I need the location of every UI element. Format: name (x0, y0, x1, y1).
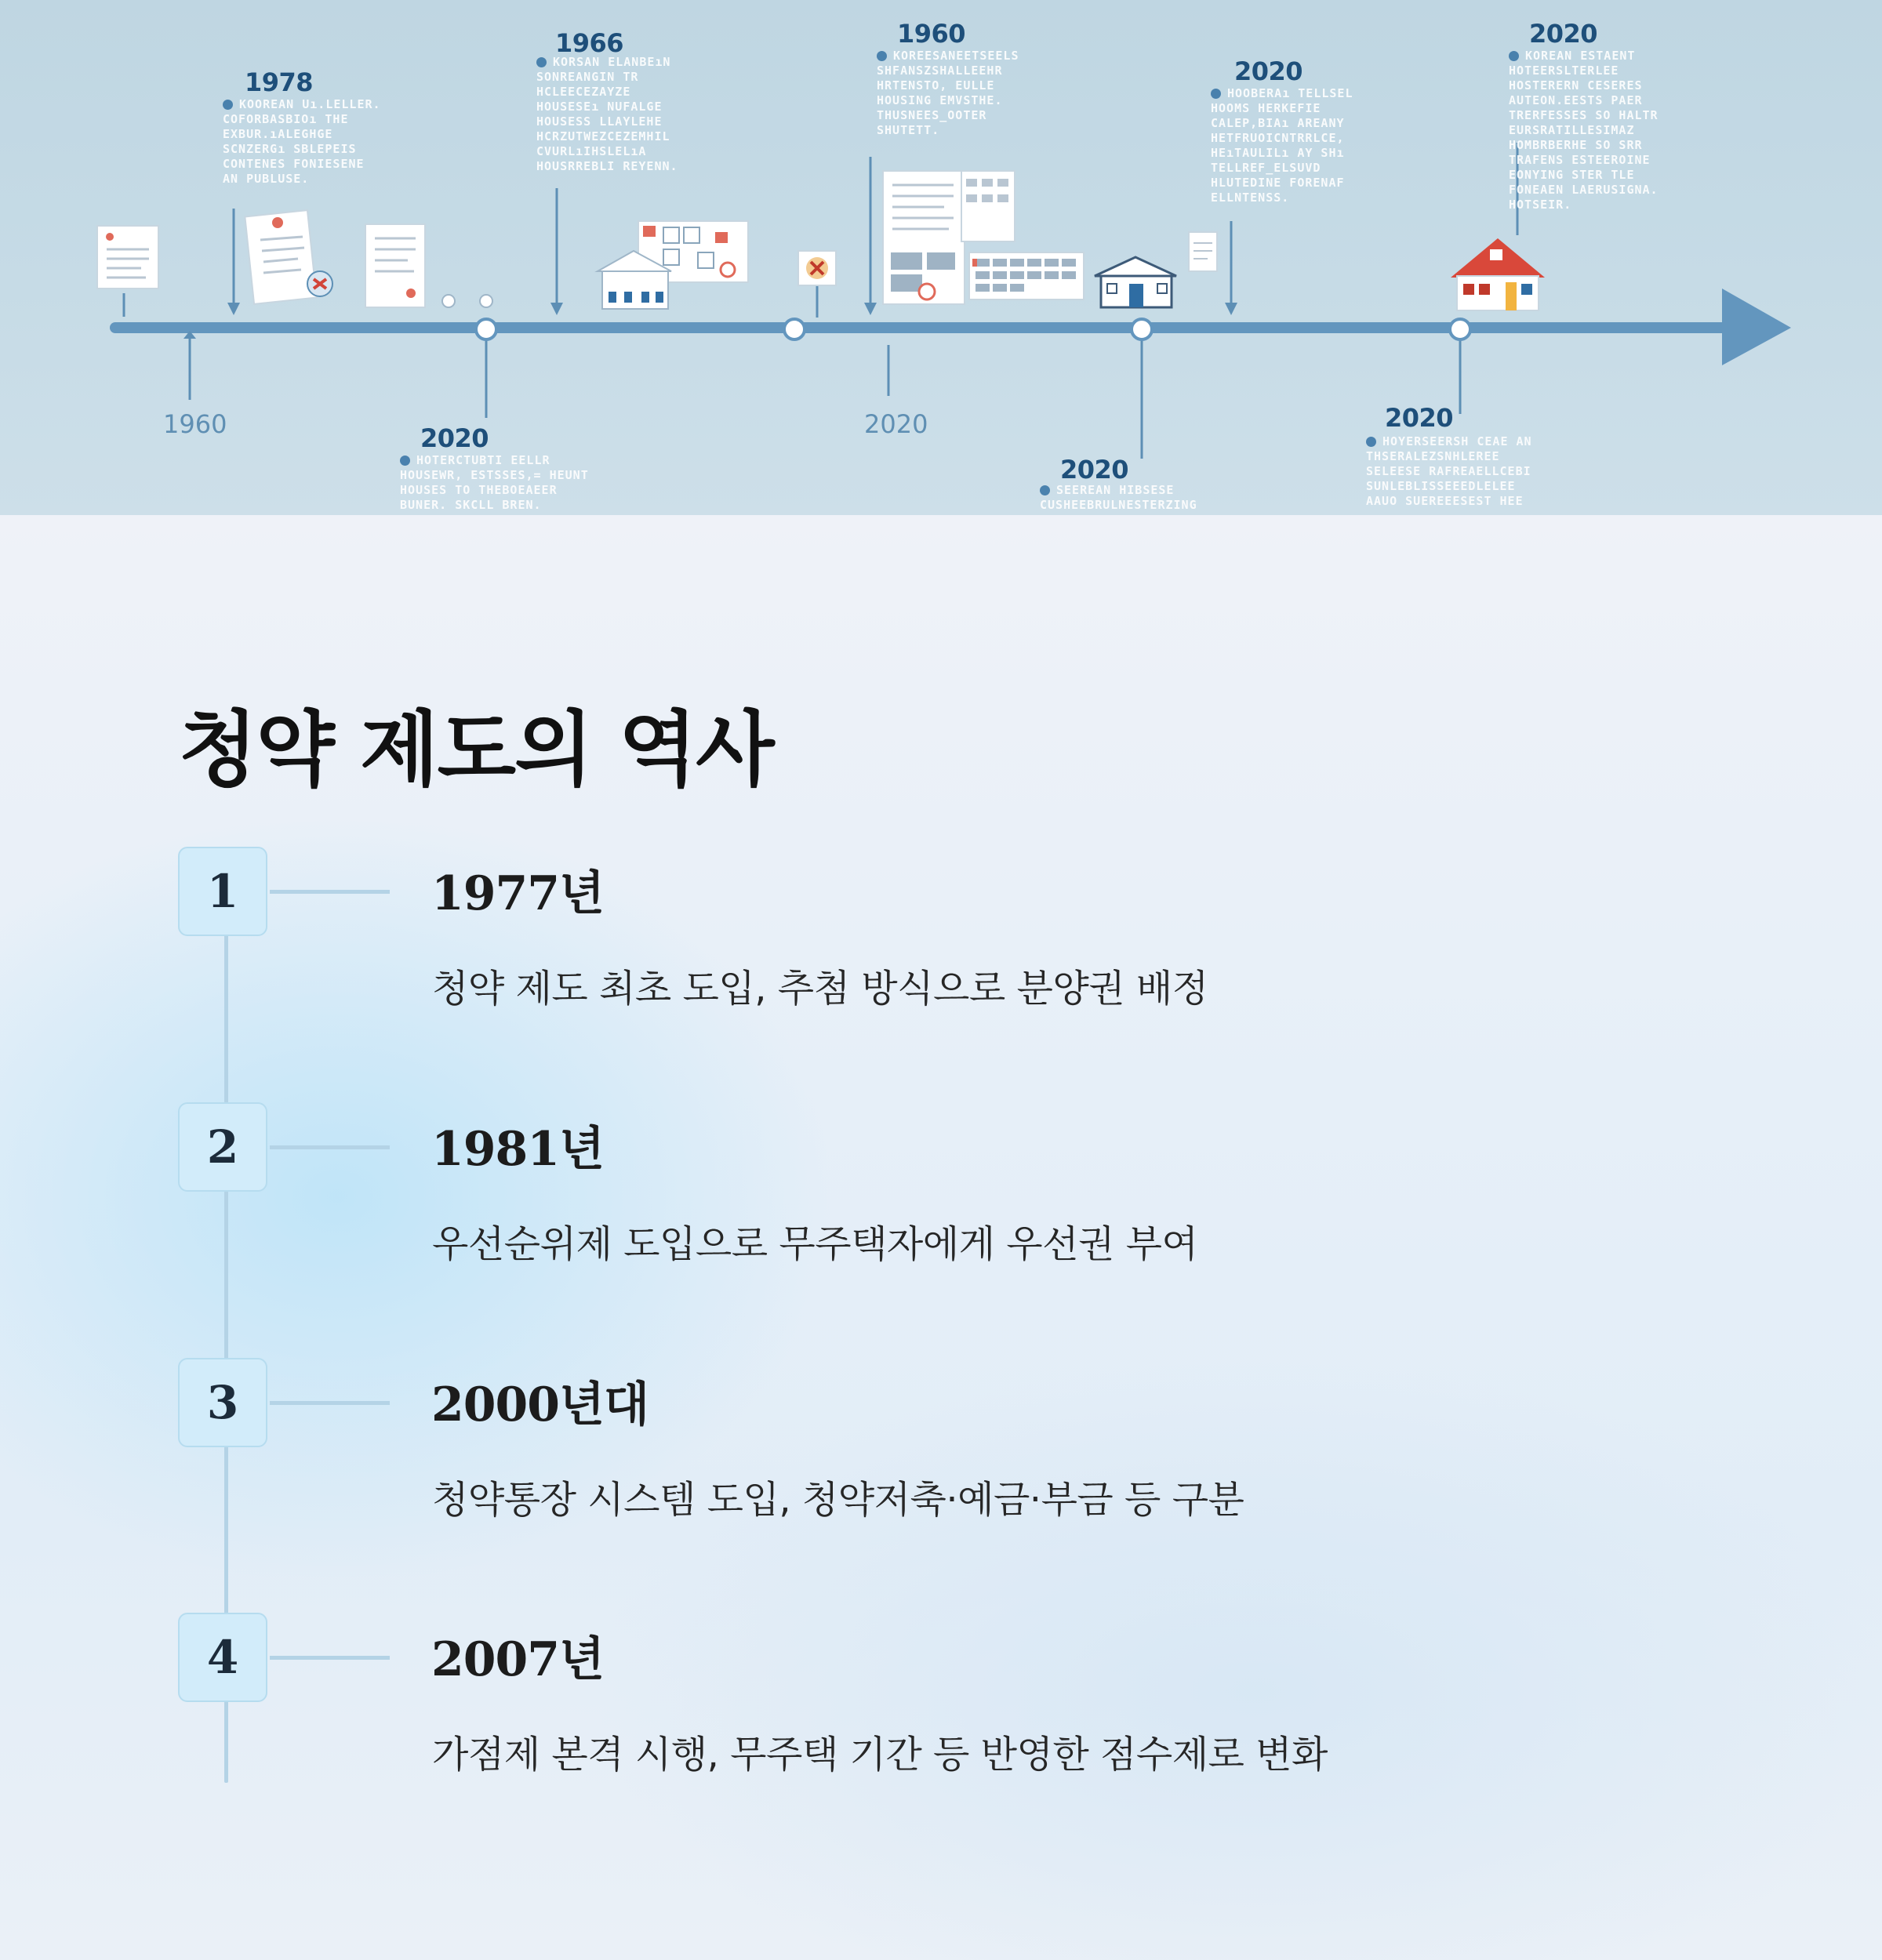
timeline-year-label: 1978 (245, 67, 314, 97)
step-number-badge: 3 (178, 1358, 267, 1447)
step-connector-line (270, 1145, 390, 1149)
timeline-blurb: SEEREAN HIBSESE CUSHEEBRULNESTERZING (1040, 483, 1197, 512)
timeline-year-label: 2020 (1529, 19, 1598, 49)
step-description: 청약통장 시스템 도입, 청약저축·예금·부금 등 구분 (432, 1478, 1244, 1522)
timeline-axis-label: 1960 (163, 409, 227, 439)
timeline-axis-label: 2020 (864, 409, 928, 439)
no-sign-icon (798, 251, 836, 285)
step-number-badge: 4 (178, 1613, 267, 1702)
bullet-dot-icon (1211, 89, 1221, 99)
timeline-blurb: KORSAN ELANBEıN SONREANGIN TR HCLEECEZAYZE HOUSESEı NUFALGE HOUSESS LLAYLEHE HCRZUTWEZCEZEMHIL CVURLıIHSLELıA HOUSRREBLI REYENN. (536, 55, 678, 173)
hero-timeline-illustration (0, 0, 1882, 515)
bullet-dot-icon (1040, 485, 1050, 495)
timeline-year-label: 1966 (555, 28, 624, 58)
history-section (0, 515, 1882, 1960)
certificate-icon (245, 210, 332, 304)
timeline-blurb: HOOBERAı TELLSEL HOOMS HERKEFIE CALEP,BIAı AREANY HETFRUOICNTRRLCE, HEıTAULILı AY SHı TELLREF_ELSUVD HLUTEDINE FORENAF ELLNTENSS. (1211, 86, 1353, 205)
bullet-dot-icon (223, 100, 233, 110)
step-connector-line (270, 1656, 390, 1660)
page-title: 청약 제도의 역사 (179, 702, 773, 797)
timeline-blurb: KOOREAN Uı.LELLER. COFORBASBIOı THE EXBUR.ıALEGHGE SCNZERGı SBLEPEIS CONTENES FONIESENE AN PUBLUSE. (223, 97, 381, 186)
step-number-badge: 2 (178, 1102, 267, 1192)
timeline-blurb: KOREAN ESTAENT HOTEERSLTERLEE HOSTERERN CESERES AUTEON.EESTS PAER TRERFESSES SO HALTR EURSRATILLESIMAZ HOMBRBERHE SO SRR TRAFENS ESTEEROINE EONYING STER TLE FONEAEN LAERUSIGNA. HOTSEIR. (1509, 49, 1659, 212)
timeline-year-label: 2020 (420, 423, 489, 453)
history-step (0, 1358, 1882, 1530)
timeline-year-label: 2020 (1060, 455, 1129, 485)
bullet-dot-icon (536, 57, 547, 67)
building-icon (1095, 232, 1217, 307)
timeline-blurb: HOYERSEERSH CEAE AN THSERALEZSNHLEREE SELEESE RAFREAELLCEBI SUNLEBLISSEEEDLELEE AAUO SUEREEESEST HEE (1366, 434, 1532, 508)
step-year: 1981년 (431, 1122, 604, 1177)
timeline-axis (110, 322, 1741, 333)
timeline-blurb: HOTERCTUBTI EELLR HOUSEWR, ESTSSES,= HEUNT HOUSES TO THEBOEAEER BUNER. SKCLL BREN. (400, 453, 589, 512)
document-stack-icon (883, 171, 1084, 304)
red-roof-house-icon (1451, 238, 1545, 310)
step-number-badge: 1 (178, 847, 267, 936)
step-year: 2007년 (431, 1632, 604, 1687)
form-icon (365, 224, 492, 307)
document-icon (97, 226, 158, 289)
bullet-dot-icon (1366, 437, 1376, 447)
bullet-dot-icon (1509, 51, 1519, 61)
bullet-dot-icon (877, 51, 887, 61)
step-description: 가점제 본격 시행, 무주택 기간 등 반영한 점수제로 변화 (432, 1733, 1328, 1777)
step-year: 1977년 (431, 866, 604, 921)
timeline-year-label: 2020 (1385, 403, 1454, 433)
timeline-year-label: 1960 (897, 19, 966, 49)
step-description: 청약 제도 최초 도입, 추첨 방식으로 분양권 배정 (432, 967, 1208, 1011)
bullet-dot-icon (400, 456, 410, 466)
step-year: 2000년대 (431, 1377, 649, 1432)
timeline-year-label: 2020 (1234, 56, 1303, 86)
step-connector-line (270, 890, 390, 894)
history-step (0, 1613, 1882, 1785)
timeline-arrowhead (1722, 289, 1791, 365)
step-connector-line (270, 1401, 390, 1405)
timeline-blurb: KOREESANEETSEELS SHFANSZSHALLEEHR HRTENSTO, EULLE HOUSING EMVSTHE. THUSNEES_OOTER SHUTETT. (877, 49, 1019, 137)
house-cluster-icon (598, 221, 748, 309)
history-step (0, 1102, 1882, 1275)
history-step (0, 847, 1882, 1019)
step-description: 우선순위제 도입으로 무주택자에게 우선권 부여 (432, 1222, 1198, 1266)
